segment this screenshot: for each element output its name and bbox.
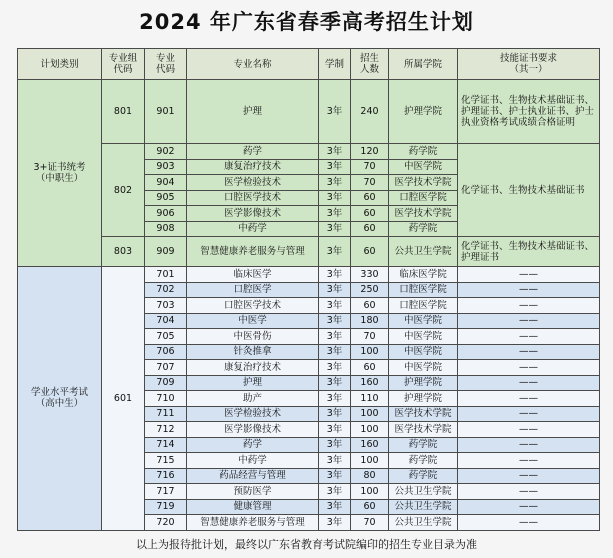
enrollment-cell: 100 xyxy=(351,484,389,500)
enrollment-cell: 70 xyxy=(351,515,389,531)
duration-cell: 3年 xyxy=(319,298,351,314)
school-cell: 药学院 xyxy=(389,144,458,160)
duration-cell: 3年 xyxy=(319,144,351,160)
duration-cell: 3年 xyxy=(319,375,351,391)
cert-requirement-cell: —— xyxy=(458,422,600,438)
major-code-cell: 720 xyxy=(145,515,187,531)
cert-requirement-cell: —— xyxy=(458,484,600,500)
group-code-cell: 803 xyxy=(102,237,145,267)
major-name-cell: 中医学 xyxy=(187,313,319,329)
cert-requirement-cell: —— xyxy=(458,468,600,484)
duration-cell: 3年 xyxy=(319,484,351,500)
cert-requirement-cell: —— xyxy=(458,453,600,469)
major-name-cell: 康复治疗技术 xyxy=(187,159,319,175)
major-name-cell: 临床医学 xyxy=(187,267,319,283)
table-body xyxy=(18,80,600,531)
enrollment-cell: 70 xyxy=(351,159,389,175)
duration-cell: 3年 xyxy=(319,344,351,360)
enrollment-cell: 160 xyxy=(351,437,389,453)
school-cell: 中医学院 xyxy=(389,313,458,329)
group-code-cell: 801 xyxy=(102,80,145,144)
duration-cell: 3年 xyxy=(319,329,351,345)
page-title: 2024 年广东省春季高考招生计划 xyxy=(139,10,474,34)
enrollment-cell: 160 xyxy=(351,375,389,391)
enrollment-cell: 120 xyxy=(351,144,389,160)
table-row xyxy=(18,267,600,283)
major-name-cell: 药学 xyxy=(187,437,319,453)
major-code-cell: 719 xyxy=(145,499,187,515)
table-header-row xyxy=(18,49,600,80)
school-cell: 口腔医学院 xyxy=(389,282,458,298)
major-name-cell: 口腔医学技术 xyxy=(187,190,319,206)
cert-requirement-cell: 化学证书、生物技术基础证书 xyxy=(458,144,600,237)
duration-cell: 3年 xyxy=(319,313,351,329)
major-code-cell: 903 xyxy=(145,159,187,175)
enrollment-cell: 60 xyxy=(351,237,389,267)
enrollment-cell: 60 xyxy=(351,298,389,314)
school-cell: 药学院 xyxy=(389,468,458,484)
major-code-cell: 717 xyxy=(145,484,187,500)
cert-requirement-cell: —— xyxy=(458,329,600,345)
major-code-cell: 905 xyxy=(145,190,187,206)
duration-cell: 3年 xyxy=(319,499,351,515)
duration-cell: 3年 xyxy=(319,175,351,191)
school-cell: 口腔医学院 xyxy=(389,190,458,206)
header-category: 计划类别 xyxy=(18,49,102,80)
cert-requirement-cell: 化学证书、生物技术基础证书、护理证书、护士执业证书、护士执业资格考试成绩合格证明 xyxy=(458,80,600,144)
duration-cell: 3年 xyxy=(319,80,351,144)
school-cell: 临床医学院 xyxy=(389,267,458,283)
enrollment-cell: 70 xyxy=(351,175,389,191)
enrollment-cell: 60 xyxy=(351,190,389,206)
major-code-cell: 704 xyxy=(145,313,187,329)
enrollment-cell: 70 xyxy=(351,329,389,345)
cert-requirement-cell: 化学证书、生物技术基础证书、护理证书 xyxy=(458,237,600,267)
school-cell: 药学院 xyxy=(389,437,458,453)
enrollment-cell: 330 xyxy=(351,267,389,283)
major-code-cell: 902 xyxy=(145,144,187,160)
school-cell: 药学院 xyxy=(389,221,458,237)
school-cell: 护理学院 xyxy=(389,375,458,391)
major-name-cell: 口腔医学技术 xyxy=(187,298,319,314)
major-name-cell: 护理 xyxy=(187,375,319,391)
major-code-cell: 711 xyxy=(145,406,187,422)
enrollment-cell: 80 xyxy=(351,468,389,484)
major-code-cell: 701 xyxy=(145,267,187,283)
cert-requirement-cell: —— xyxy=(458,298,600,314)
duration-cell: 3年 xyxy=(319,267,351,283)
school-cell: 医学技术学院 xyxy=(389,175,458,191)
major-code-cell: 906 xyxy=(145,206,187,222)
enrollment-cell: 110 xyxy=(351,391,389,407)
header-school: 所属学院 xyxy=(389,49,458,80)
enrollment-cell: 60 xyxy=(351,360,389,376)
header-enrollment: 招生 人数 xyxy=(351,49,389,80)
enrollment-cell: 60 xyxy=(351,206,389,222)
major-code-cell: 715 xyxy=(145,453,187,469)
cert-requirement-cell: —— xyxy=(458,344,600,360)
header-duration: 学制 xyxy=(319,49,351,80)
enrollment-cell: 240 xyxy=(351,80,389,144)
duration-cell: 3年 xyxy=(319,422,351,438)
duration-cell: 3年 xyxy=(319,406,351,422)
school-cell: 医学技术学院 xyxy=(389,206,458,222)
school-cell: 中医学院 xyxy=(389,344,458,360)
duration-cell: 3年 xyxy=(319,437,351,453)
major-name-cell: 中药学 xyxy=(187,221,319,237)
duration-cell: 3年 xyxy=(319,159,351,175)
duration-cell: 3年 xyxy=(319,453,351,469)
duration-cell: 3年 xyxy=(319,221,351,237)
major-code-cell: 705 xyxy=(145,329,187,345)
group-code-cell: 601 xyxy=(102,267,145,531)
school-cell: 医学技术学院 xyxy=(389,406,458,422)
major-name-cell: 医学影像技术 xyxy=(187,206,319,222)
school-cell: 中医学院 xyxy=(389,360,458,376)
school-cell: 药学院 xyxy=(389,453,458,469)
school-cell: 公共卫生学院 xyxy=(389,484,458,500)
cert-requirement-cell: —— xyxy=(458,360,600,376)
cert-requirement-cell: —— xyxy=(458,391,600,407)
major-name-cell: 健康管理 xyxy=(187,499,319,515)
school-cell: 公共卫生学院 xyxy=(389,499,458,515)
enrollment-plan-table xyxy=(17,48,600,531)
major-name-cell: 中药学 xyxy=(187,453,319,469)
major-code-cell: 904 xyxy=(145,175,187,191)
major-name-cell: 预防医学 xyxy=(187,484,319,500)
major-name-cell: 助产 xyxy=(187,391,319,407)
major-code-cell: 703 xyxy=(145,298,187,314)
enrollment-cell: 100 xyxy=(351,453,389,469)
duration-cell: 3年 xyxy=(319,237,351,267)
duration-cell: 3年 xyxy=(319,282,351,298)
plan-category-cell: 学业水平考试 （高中生） xyxy=(18,267,102,531)
major-name-cell: 药学 xyxy=(187,144,319,160)
cert-requirement-cell: —— xyxy=(458,375,600,391)
school-cell: 公共卫生学院 xyxy=(389,237,458,267)
major-name-cell: 护理 xyxy=(187,80,319,144)
school-cell: 口腔医学院 xyxy=(389,298,458,314)
duration-cell: 3年 xyxy=(319,360,351,376)
major-name-cell: 药品经营与管理 xyxy=(187,468,319,484)
enrollment-cell: 180 xyxy=(351,313,389,329)
major-name-cell: 智慧健康养老服务与管理 xyxy=(187,237,319,267)
table-row xyxy=(18,144,600,160)
cert-requirement-cell: —— xyxy=(458,406,600,422)
enrollment-cell: 60 xyxy=(351,499,389,515)
school-cell: 护理学院 xyxy=(389,80,458,144)
plan-category-cell: 3+证书统考 （中职生） xyxy=(18,80,102,267)
duration-cell: 3年 xyxy=(319,515,351,531)
major-name-cell: 针灸推拿 xyxy=(187,344,319,360)
enrollment-cell: 100 xyxy=(351,406,389,422)
header-major-code: 专业 代码 xyxy=(145,49,187,80)
enrollment-cell: 100 xyxy=(351,344,389,360)
cert-requirement-cell: —— xyxy=(458,267,600,283)
major-code-cell: 707 xyxy=(145,360,187,376)
school-cell: 公共卫生学院 xyxy=(389,515,458,531)
cert-requirement-cell: —— xyxy=(458,499,600,515)
header-group-code: 专业组 代码 xyxy=(102,49,145,80)
cert-requirement-cell: —— xyxy=(458,437,600,453)
table-row xyxy=(18,237,600,267)
major-code-cell: 714 xyxy=(145,437,187,453)
major-code-cell: 908 xyxy=(145,221,187,237)
duration-cell: 3年 xyxy=(319,190,351,206)
enrollment-cell: 250 xyxy=(351,282,389,298)
major-code-cell: 710 xyxy=(145,391,187,407)
header-major-name: 专业名称 xyxy=(187,49,319,80)
major-name-cell: 智慧健康养老服务与管理 xyxy=(187,515,319,531)
major-name-cell: 医学检验技术 xyxy=(187,406,319,422)
major-name-cell: 医学检验技术 xyxy=(187,175,319,191)
major-code-cell: 901 xyxy=(145,80,187,144)
major-name-cell: 中医骨伤 xyxy=(187,329,319,345)
enrollment-cell: 60 xyxy=(351,221,389,237)
school-cell: 中医学院 xyxy=(389,329,458,345)
header-cert: 技能证书要求 （其一） xyxy=(458,49,600,80)
major-name-cell: 康复治疗技术 xyxy=(187,360,319,376)
cert-requirement-cell: —— xyxy=(458,282,600,298)
footer-note: 以上为报待批计划，最终以广东省教育考试院编印的招生专业目录为准 xyxy=(136,538,477,551)
duration-cell: 3年 xyxy=(319,468,351,484)
major-name-cell: 医学影像技术 xyxy=(187,422,319,438)
enrollment-cell: 100 xyxy=(351,422,389,438)
table-row xyxy=(18,80,600,144)
major-code-cell: 716 xyxy=(145,468,187,484)
major-name-cell: 口腔医学 xyxy=(187,282,319,298)
school-cell: 中医学院 xyxy=(389,159,458,175)
duration-cell: 3年 xyxy=(319,391,351,407)
major-code-cell: 709 xyxy=(145,375,187,391)
major-code-cell: 706 xyxy=(145,344,187,360)
cert-requirement-cell: —— xyxy=(458,313,600,329)
major-code-cell: 702 xyxy=(145,282,187,298)
group-code-cell: 802 xyxy=(102,144,145,237)
major-code-cell: 712 xyxy=(145,422,187,438)
major-code-cell: 909 xyxy=(145,237,187,267)
duration-cell: 3年 xyxy=(319,206,351,222)
cert-requirement-cell: —— xyxy=(458,515,600,531)
school-cell: 医学技术学院 xyxy=(389,422,458,438)
school-cell: 护理学院 xyxy=(389,391,458,407)
